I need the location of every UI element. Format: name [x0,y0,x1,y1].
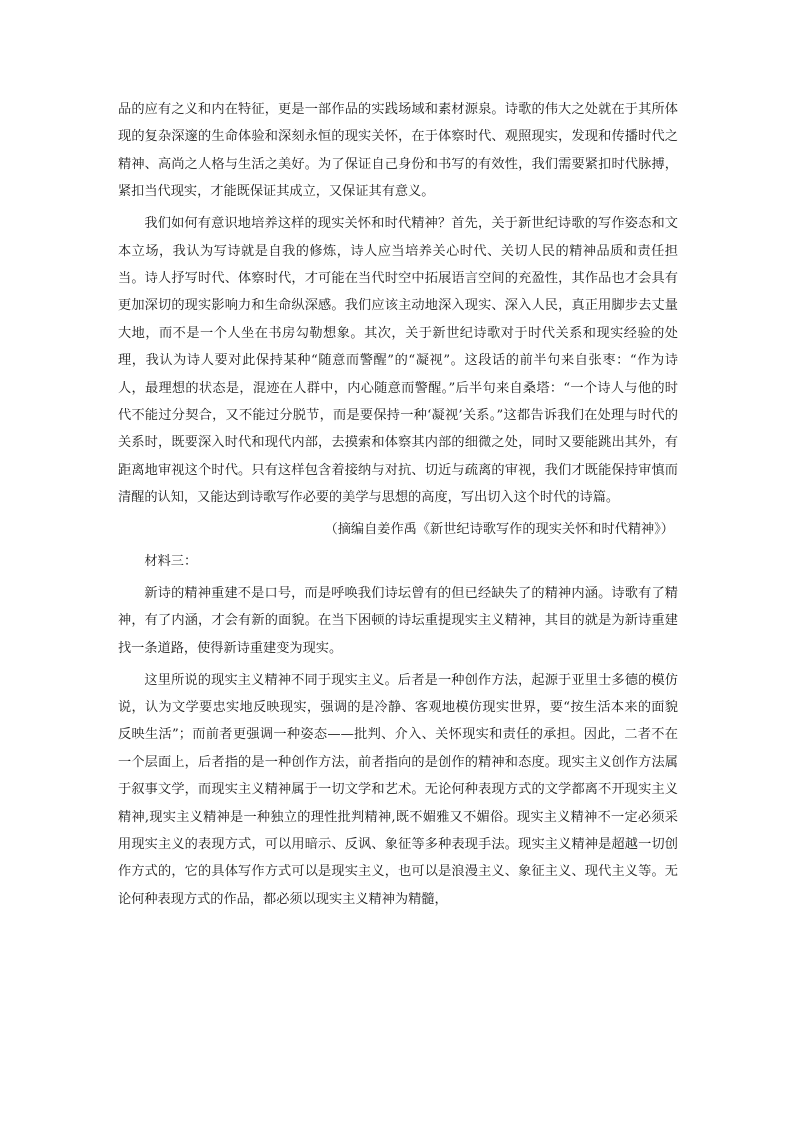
paragraph-continuation: 品的应有之义和内在特征，更是一部作品的实践场域和素材源泉。诗歌的伟大之处就在于其所体现的复杂深邃的生命体验和深刻永恒的现实关怀，在于体察时代、观照现实，发现和传播时代之精神、高尚之人格与生活之美好。为了保证自己身份和书写的有效性，我们需要紧扣时代脉搏，紧扣当代现实，才能既保证其成立，又保证其有意义。 [118,102,678,200]
paragraph-spirit-rebuild: 新诗的精神重建不是口号，而是呼唤我们诗坛曾有的但已经缺失了的精神内涵。诗歌有了精神，有了内涵，才会有新的面貌。在当下困顿的诗坛重提现实主义精神，其目的就是为新诗重建找一条道路，使得新诗重建变为现实。 [118,585,678,656]
material-three-heading: 材料三： [144,554,198,569]
paragraph-realism-spirit: 这里所说的现实主义精神不同于现实主义。后者是一种创作方法，起源于亚里士多德的模仿说，认为文学要忠实地反映现实，强调的是冷静、客观地模仿现实世界，要“按生活本来的面貌反映生活”；而前者更强调一种姿态——批判、介入、关怀现实和责任的承担。因此，二者不在一个层面上，后者指的是一种创作方法，前者指向的是创作的精神和态度。现实主义创作方法属于叙事文学，而现实主义精神属于一切文学和艺术。无论何种表现方式的文学都离不开现实主义精神,现实主义精神是一种独立的理性批判精神,既不媚雅又不媚俗。现实主义精神不一定必须采用现实主义的表现方式，可以用暗示、反讽、象征等多种表现手法。现实主义精神是超越一切创作方式的，它的具体写作方式可以是现实主义，也可以是浪漫主义、象征主义、现代主义等。无论何种表现方式的作品，都必须以现实主义精神为精髓， [118,672,678,907]
paragraph-realism-cultivation: 我们如何有意识地培养这样的现实关怀和时代精神？首先，关于新世纪诗歌的写作姿态和文本立场，我认为写诗就是自我的修炼，诗人应当培养关心时代、关切人民的精神品质和责任担当。诗人抒写时代、体察时代，才可能在当代时空中拓展语言空间的充盈性，其作品也才会具有更加深切的现实影响力和生命纵深感。我们应该主动地深入现实、深入人民，真正用脚步去丈量大地，而不是一个人坐在书房勾勒想象。其次，关于新世纪诗歌对于时代关系和现实经验的处理，我认为诗人要对此保持某种“随意而警醒”的“凝视”。这段话的前半句来自张枣：“作为诗人，最理想的状态是，混迹在人群中，内心随意而警醒。”后半句来自桑塔：“一个诗人与他的时代不能过分契合，又不能过分脱节，而是要保持一种‘凝视’关系。”这都告诉我们在处理与时代的关系时，既要深入时代和现代内部，去摸索和体察其内部的细微之处，同时又要能跳出其外，有距离地审视这个时代。只有这样包含着接纳与对抗、切近与疏离的审视，我们才既能保持审慎而清醒的认知，又能达到诗歌写作必要的美学与思想的高度，写出切入这个时代的诗篇。 [118,216,678,506]
source-citation: （摘编自姜作禹《新世纪诗歌写作的现实关怀和时代精神》） [324,522,674,538]
document-page [118,96,678,918]
